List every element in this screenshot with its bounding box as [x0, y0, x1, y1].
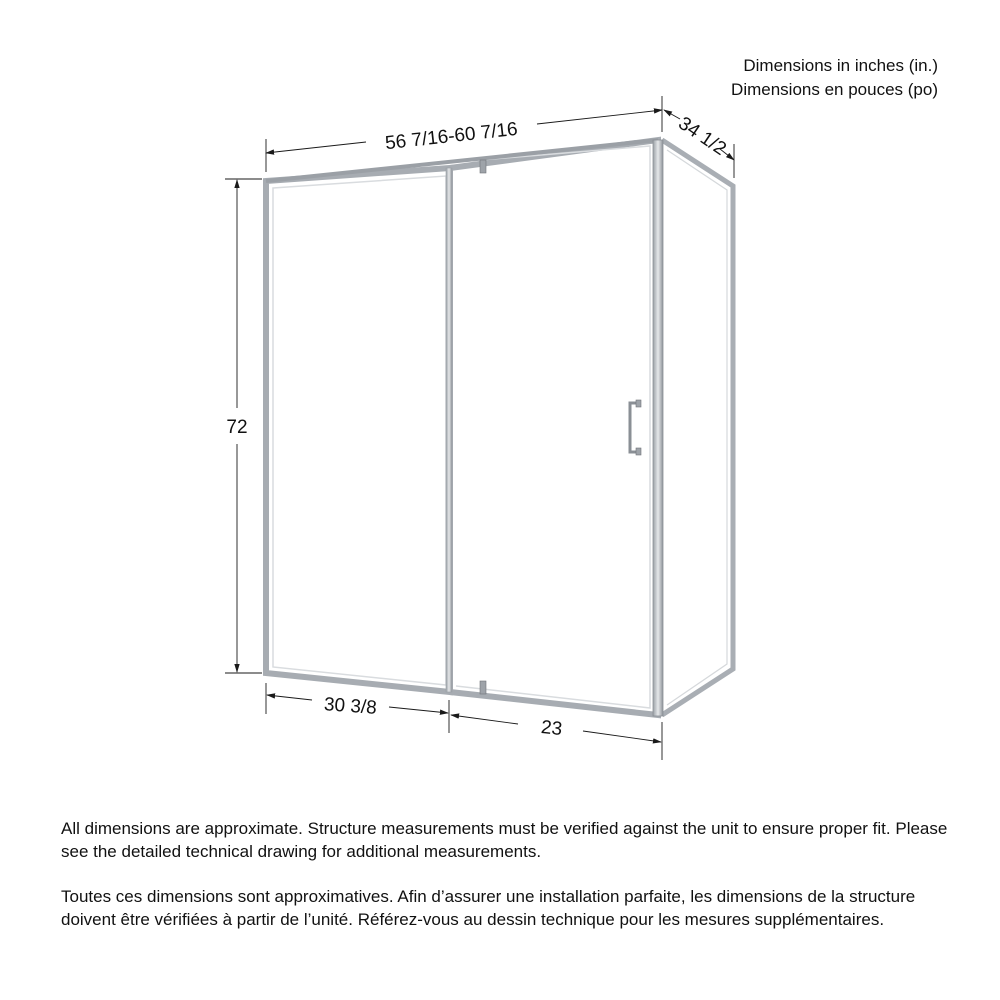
corner-post [653, 140, 663, 716]
door-handle-icon [630, 400, 641, 455]
units-label-french: Dimensions en pouces (po) [731, 80, 938, 99]
height-dimension [225, 179, 262, 673]
total-width-label: 56 7/16-60 7/16 [384, 118, 519, 155]
units-label-english: Dimensions in inches (in.) [743, 56, 938, 75]
door-width-label: 23 [539, 716, 564, 741]
door-width-dimension [451, 715, 662, 760]
bottom-hinge [480, 681, 486, 694]
disclaimer-french: Toutes ces dimensions sont approximatives. Afin d’assurer une installation parfaite, les dimensions de la structure doivent être vérifiées à partir de l’unité. Référez-vous au dessin technique pour les mesures supplémentaires. [61, 887, 916, 929]
depth-label: 34 1/2 [674, 112, 730, 160]
door-panel-frame [450, 140, 658, 715]
center-post [446, 168, 452, 692]
side-return-panel [662, 140, 733, 715]
depth-dimension [664, 110, 734, 178]
disclaimer-english: All dimensions are approximate. Structure measurements must be verified against the unit to ensure proper fit. Please see the detailed technical drawing for additional measurements. [61, 819, 948, 861]
top-hinge [480, 160, 486, 173]
height-label: 72 [226, 417, 248, 438]
fixed-panel-frame [266, 168, 450, 692]
enclosure-frame [266, 140, 733, 716]
fixed-panel-width-label: 30 3/8 [323, 694, 378, 719]
